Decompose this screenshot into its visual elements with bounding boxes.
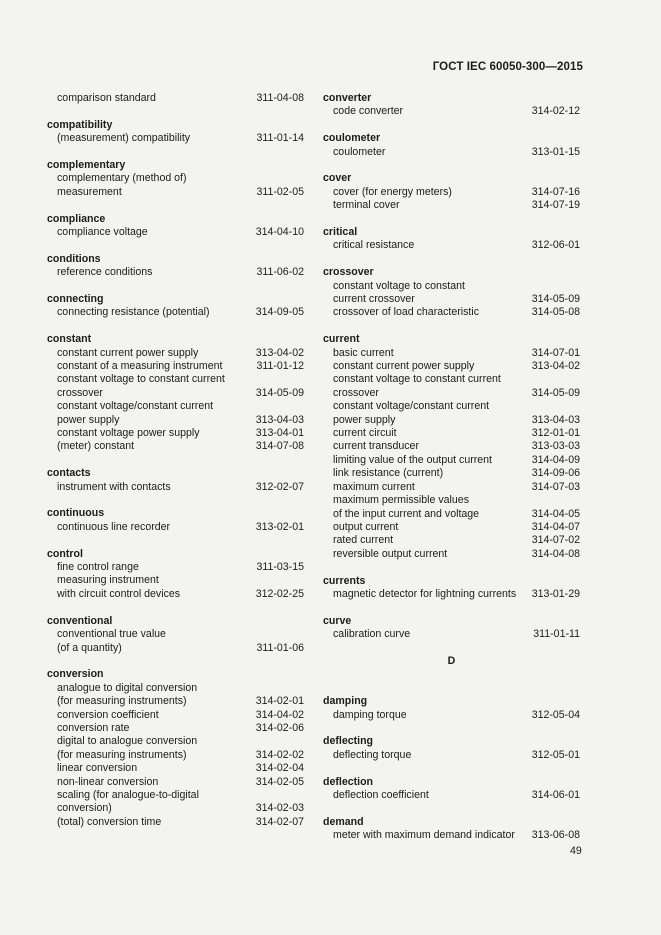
index-entry bbox=[323, 105, 580, 118]
entry-code: 314-04-07 bbox=[531, 520, 580, 533]
index-heading: constant bbox=[47, 333, 92, 346]
entry-term: constant of a measuring instrument bbox=[57, 360, 223, 373]
entry-term: comparison standard bbox=[57, 92, 156, 104]
index-section bbox=[323, 333, 580, 561]
index-entry bbox=[323, 186, 580, 199]
index-entry bbox=[47, 440, 304, 453]
entry-term: calibration curve bbox=[333, 628, 411, 641]
entry-code: 313-01-29 bbox=[531, 587, 580, 600]
entry-term: constant voltage/constant current power supply bbox=[333, 400, 490, 426]
index-heading: coulometer bbox=[323, 132, 381, 145]
index-entry bbox=[323, 829, 580, 842]
entry-term: constant voltage to constant current crossover bbox=[333, 279, 465, 306]
index-entry bbox=[323, 427, 580, 440]
entry-code: 311-01-14 bbox=[256, 132, 304, 145]
entry-code: 314-07-19 bbox=[531, 199, 580, 212]
index-heading: deflection bbox=[323, 775, 374, 788]
index-entry bbox=[323, 400, 580, 427]
index-entry bbox=[323, 280, 580, 307]
entry-term: fine control range bbox=[57, 561, 139, 574]
entry-code: 314-05-09 bbox=[531, 293, 580, 306]
entry-code: 313-04-02 bbox=[255, 346, 304, 359]
index-entry bbox=[323, 709, 580, 722]
entry-term: code converter bbox=[333, 105, 404, 118]
index-section bbox=[47, 333, 304, 454]
index-entry bbox=[323, 360, 580, 373]
entry-code: 313-04-01 bbox=[255, 427, 304, 440]
index-section bbox=[47, 548, 304, 602]
index-entry bbox=[47, 628, 304, 655]
entry-term: constant voltage power supply bbox=[57, 427, 200, 440]
entry-term: basic current bbox=[333, 346, 394, 359]
index-heading: connecting bbox=[47, 293, 104, 306]
entry-term: constant voltage/constant current power supply bbox=[57, 400, 214, 426]
index-entry bbox=[323, 454, 580, 467]
entry-code: 314-07-16 bbox=[531, 185, 580, 198]
index-entry bbox=[323, 199, 580, 212]
index-entry bbox=[323, 239, 580, 252]
entry-term: limiting value of the output current bbox=[333, 453, 492, 466]
entry-term: constant current power supply bbox=[57, 346, 199, 359]
entry-term: current transducer bbox=[333, 440, 419, 453]
index-entry bbox=[323, 306, 580, 319]
entry-code: 314-04-08 bbox=[531, 547, 580, 560]
index-heading: contacts bbox=[47, 467, 91, 480]
entry-term: terminal cover bbox=[333, 199, 400, 212]
index-heading: critical bbox=[323, 226, 358, 239]
index-entry bbox=[47, 92, 304, 105]
index-entry bbox=[47, 226, 304, 239]
index-entry bbox=[323, 789, 580, 802]
index-section bbox=[323, 172, 580, 212]
index-section bbox=[47, 213, 304, 240]
entry-code: 311-04-08 bbox=[256, 92, 304, 104]
index-entry bbox=[323, 373, 580, 400]
document-header: ГОСТ IEC 60050-300—2015 bbox=[432, 61, 583, 73]
index-heading: conventional bbox=[47, 614, 113, 627]
index-entry bbox=[47, 400, 304, 427]
entry-term: constant current power supply bbox=[333, 360, 475, 373]
entry-code: 314-05-09 bbox=[531, 386, 580, 399]
index-section bbox=[47, 92, 304, 105]
entry-term: non-linear conversion bbox=[57, 775, 159, 788]
index-section bbox=[323, 816, 580, 843]
entry-term: conventional true value (of a quantity) bbox=[57, 628, 166, 654]
entry-code: 311-01-11 bbox=[533, 628, 580, 641]
index-entry bbox=[323, 347, 580, 360]
index-entry bbox=[323, 749, 580, 762]
entry-term: crossover of load characteristic bbox=[333, 306, 480, 319]
index-heading: damping bbox=[323, 695, 368, 708]
entry-code: 314-07-03 bbox=[531, 480, 580, 493]
entry-code: 312-02-25 bbox=[255, 587, 304, 600]
entry-term: scaling (for analogue-to-digital conversion) bbox=[57, 788, 199, 815]
entry-code: 313-04-03 bbox=[255, 413, 304, 426]
entry-term: reference conditions bbox=[57, 266, 153, 279]
entry-code: 311-01-12 bbox=[256, 360, 304, 373]
entry-term: analogue to digital conversion (for measuring instruments) bbox=[57, 681, 198, 708]
section-letter: D bbox=[447, 654, 456, 667]
entry-code: 314-02-01 bbox=[255, 695, 304, 708]
entry-term: linear conversion bbox=[57, 762, 138, 775]
index-entry bbox=[47, 722, 304, 735]
entry-code: 311-01-06 bbox=[256, 641, 304, 654]
entry-term: deflecting torque bbox=[333, 748, 412, 761]
entry-term: (total) conversion time bbox=[57, 815, 162, 828]
index-heading: current bbox=[323, 333, 360, 346]
index-section bbox=[47, 253, 304, 280]
entry-term: damping torque bbox=[333, 708, 407, 721]
index-entry bbox=[47, 574, 304, 601]
entry-term: digital to analogue conversion (for measuring instruments) bbox=[57, 735, 198, 761]
index-section bbox=[323, 735, 580, 762]
entry-term: rated current bbox=[333, 534, 394, 547]
index-section bbox=[47, 507, 304, 534]
index-entry bbox=[47, 816, 304, 829]
index-section bbox=[323, 695, 580, 722]
entry-term: (meter) constant bbox=[57, 440, 135, 453]
entry-term: maximum current bbox=[333, 480, 415, 493]
index-column-left bbox=[47, 92, 304, 843]
entry-term: constant voltage to constant current crossover bbox=[57, 373, 225, 399]
entry-term: constant voltage to constant current crossover bbox=[333, 373, 501, 399]
entry-code: 313-04-03 bbox=[531, 413, 580, 426]
index-section bbox=[323, 92, 580, 119]
index-entry bbox=[47, 266, 304, 279]
entry-term: link resistance (current) bbox=[333, 467, 444, 480]
entry-code: 312-05-04 bbox=[531, 708, 580, 721]
index-section bbox=[323, 575, 580, 602]
page-number: 49 bbox=[570, 845, 582, 857]
entry-code: 314-07-02 bbox=[531, 534, 580, 547]
entry-term: complementary (method of) measurement bbox=[57, 172, 187, 198]
entry-term: conversion coefficient bbox=[57, 708, 159, 721]
index-heading: cover bbox=[323, 172, 352, 185]
index-entry bbox=[323, 494, 580, 521]
index-entry bbox=[323, 481, 580, 494]
entry-code: 314-07-08 bbox=[255, 440, 304, 453]
entry-code: 312-05-01 bbox=[531, 748, 580, 761]
entry-term: deflection coefficient bbox=[333, 788, 429, 801]
entry-term: connecting resistance (potential) bbox=[57, 306, 210, 319]
index-heading: curve bbox=[323, 614, 352, 627]
entry-term: (measurement) compatibility bbox=[57, 132, 191, 145]
index-entry bbox=[47, 360, 304, 373]
index-section bbox=[47, 467, 304, 494]
entry-code: 314-04-09 bbox=[531, 453, 580, 466]
entry-term: conversion rate bbox=[57, 721, 130, 734]
entry-term: coulometer bbox=[333, 145, 386, 158]
index-heading: compatibility bbox=[47, 118, 113, 131]
index-section bbox=[47, 668, 304, 829]
entry-code: 314-04-10 bbox=[255, 226, 304, 239]
index-entry bbox=[47, 132, 304, 145]
entry-code: 314-02-04 bbox=[255, 762, 304, 775]
index-section bbox=[323, 615, 580, 642]
entry-code: 312-02-07 bbox=[255, 480, 304, 493]
index-heading: converter bbox=[323, 92, 372, 104]
index-entry bbox=[47, 735, 304, 762]
index-entry bbox=[47, 709, 304, 722]
entry-term: output current bbox=[333, 520, 399, 533]
index-entry bbox=[323, 588, 580, 601]
index-entry bbox=[323, 440, 580, 453]
index-section bbox=[47, 615, 304, 655]
entry-code: 311-02-05 bbox=[256, 185, 304, 198]
index-heading: complementary bbox=[47, 159, 126, 171]
index-heading: conversion bbox=[47, 668, 104, 681]
entry-code: 314-09-05 bbox=[255, 306, 304, 319]
entry-code: 312-01-01 bbox=[531, 427, 580, 440]
index-heading: conditions bbox=[47, 252, 101, 265]
entry-code: 314-02-06 bbox=[255, 721, 304, 734]
index-entry bbox=[323, 467, 580, 480]
index-heading: crossover bbox=[323, 266, 374, 279]
entry-code: 313-06-08 bbox=[531, 829, 580, 842]
index-section bbox=[323, 266, 580, 320]
entry-code: 313-03-03 bbox=[531, 440, 580, 453]
entry-term: magnetic detector for lightning currents bbox=[333, 587, 517, 600]
entry-code: 312-06-01 bbox=[531, 239, 580, 252]
entry-code: 314-04-02 bbox=[255, 708, 304, 721]
index-entry bbox=[47, 682, 304, 709]
entry-code: 314-02-12 bbox=[531, 105, 580, 118]
entry-code: 313-04-02 bbox=[531, 360, 580, 373]
index-entry bbox=[47, 172, 304, 199]
entry-code: 311-06-02 bbox=[256, 266, 304, 279]
index-entry bbox=[47, 427, 304, 440]
entry-code: 314-05-08 bbox=[531, 306, 580, 319]
entry-term: continuous line recorder bbox=[57, 520, 171, 533]
entry-code: 314-02-02 bbox=[255, 748, 304, 761]
index-entry bbox=[323, 521, 580, 534]
entry-code: 313-01-15 bbox=[531, 145, 580, 158]
index-section bbox=[47, 159, 304, 199]
entry-code: 314-06-01 bbox=[531, 788, 580, 801]
index-entry bbox=[47, 481, 304, 494]
entry-term: reversible output current bbox=[333, 547, 448, 560]
index-entry bbox=[323, 628, 580, 641]
index-entry bbox=[47, 306, 304, 319]
index-section bbox=[47, 293, 304, 320]
entry-code: 314-02-05 bbox=[255, 775, 304, 788]
index-column-right bbox=[323, 92, 580, 856]
entry-term: measuring instrument with circuit control devices bbox=[57, 574, 181, 600]
index-entry bbox=[47, 561, 304, 574]
index-entry bbox=[47, 762, 304, 775]
entry-code: 314-05-09 bbox=[255, 386, 304, 399]
entry-code: 314-09-06 bbox=[531, 467, 580, 480]
index-entry bbox=[47, 521, 304, 534]
entry-code: 314-02-03 bbox=[255, 802, 304, 815]
index-heading: control bbox=[47, 547, 83, 560]
index-entry bbox=[323, 534, 580, 547]
index-section bbox=[323, 132, 580, 159]
index-entry bbox=[47, 373, 304, 400]
index-heading: demand bbox=[323, 815, 364, 828]
index-section bbox=[323, 226, 580, 253]
entry-term: compliance voltage bbox=[57, 226, 148, 239]
index-heading: compliance bbox=[47, 212, 106, 225]
index-entry bbox=[323, 146, 580, 159]
index-entry bbox=[323, 548, 580, 561]
entry-term: meter with maximum demand indicator bbox=[333, 829, 515, 842]
entry-term: critical resistance bbox=[333, 239, 415, 252]
entry-term: current circuit bbox=[333, 427, 397, 440]
entry-code: 314-04-05 bbox=[531, 507, 580, 520]
entry-code: 314-07-01 bbox=[531, 346, 580, 359]
entry-code: 313-02-01 bbox=[255, 520, 304, 533]
entry-code: 311-03-15 bbox=[256, 561, 304, 574]
entry-code: 314-02-07 bbox=[255, 815, 304, 828]
index-entry bbox=[47, 789, 304, 816]
entry-term: cover (for energy meters) bbox=[333, 185, 452, 198]
entry-term: instrument with contacts bbox=[57, 480, 171, 493]
index-entry bbox=[47, 776, 304, 789]
index-heading: continuous bbox=[47, 507, 105, 520]
index-heading: currents bbox=[323, 574, 366, 587]
entry-term: maximum permissible values of the input current and voltage bbox=[333, 494, 480, 520]
index-heading: deflecting bbox=[323, 735, 374, 748]
index-section bbox=[47, 119, 304, 146]
index-section bbox=[323, 776, 580, 803]
index-entry bbox=[47, 347, 304, 360]
